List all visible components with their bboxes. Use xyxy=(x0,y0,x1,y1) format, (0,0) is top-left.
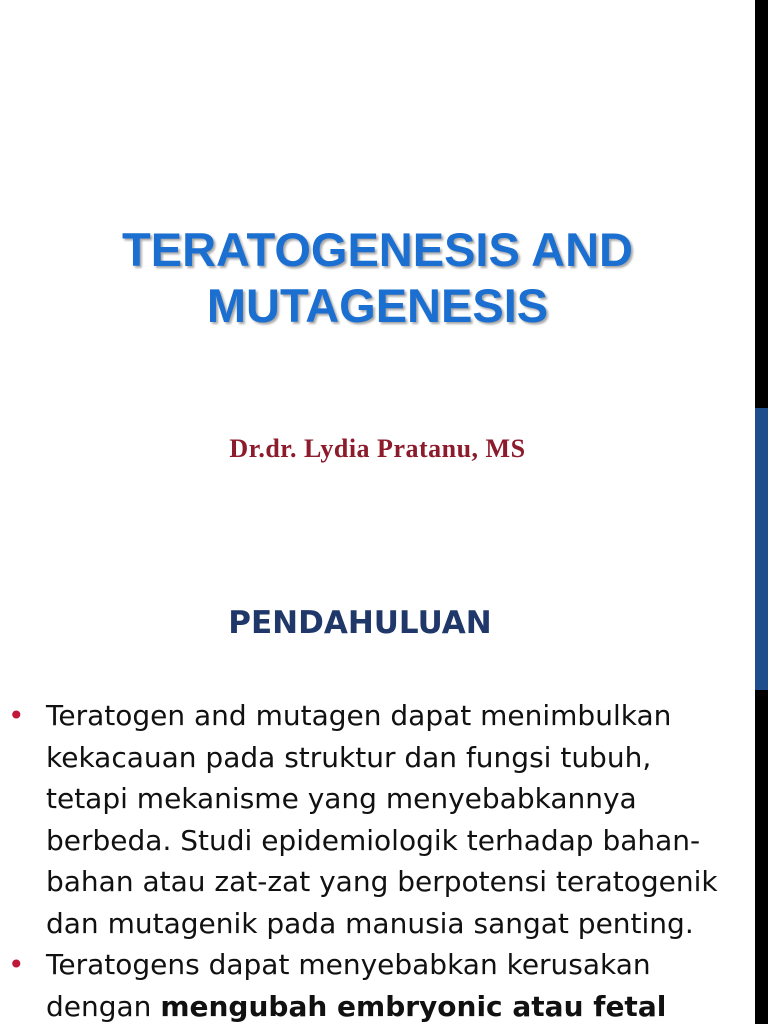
bullet-1-line-3: tetapi mekanisme yang menyebabkannya xyxy=(46,778,740,820)
bullet-1-line-5: bahan atau zat-zat yang berpotensi teratogenik xyxy=(46,861,740,903)
bullet-2-line-2-bold: mengubah embryonic atau fetal xyxy=(160,990,666,1023)
slide-title-line-2: MUTAGENESIS xyxy=(0,278,755,334)
bullet-icon: • xyxy=(8,695,25,737)
slide-title-line-1: TERATOGENESIS AND xyxy=(0,222,755,278)
list-item xyxy=(0,695,740,944)
bullet-2-line-2 xyxy=(46,986,740,1027)
bullet-1-line-1: Teratogen and mutagen dapat menimbulkan xyxy=(46,695,740,737)
slide-title xyxy=(0,222,755,334)
right-edge-accent xyxy=(755,408,768,690)
bullet-list xyxy=(0,695,740,1027)
bullet-icon: • xyxy=(8,944,25,986)
bullet-1-line-4: berbeda. Studi epidemiologik terhadap bahan- xyxy=(46,820,740,862)
list-item xyxy=(0,944,740,1027)
bullet-1-line-2: kekacauan pada struktur dan fungsi tubuh, xyxy=(46,737,740,779)
author-name: Dr.dr. Lydia Pratanu, MS xyxy=(0,434,755,464)
bullet-1-line-6: dan mutagenik pada manusia sangat penting. xyxy=(46,903,740,945)
bullet-2-line-1: Teratogens dapat menyebabkan kerusakan xyxy=(46,944,740,986)
bullet-2-line-2-plain: dengan xyxy=(46,990,160,1023)
section-heading: PENDAHULUAN xyxy=(0,605,720,641)
